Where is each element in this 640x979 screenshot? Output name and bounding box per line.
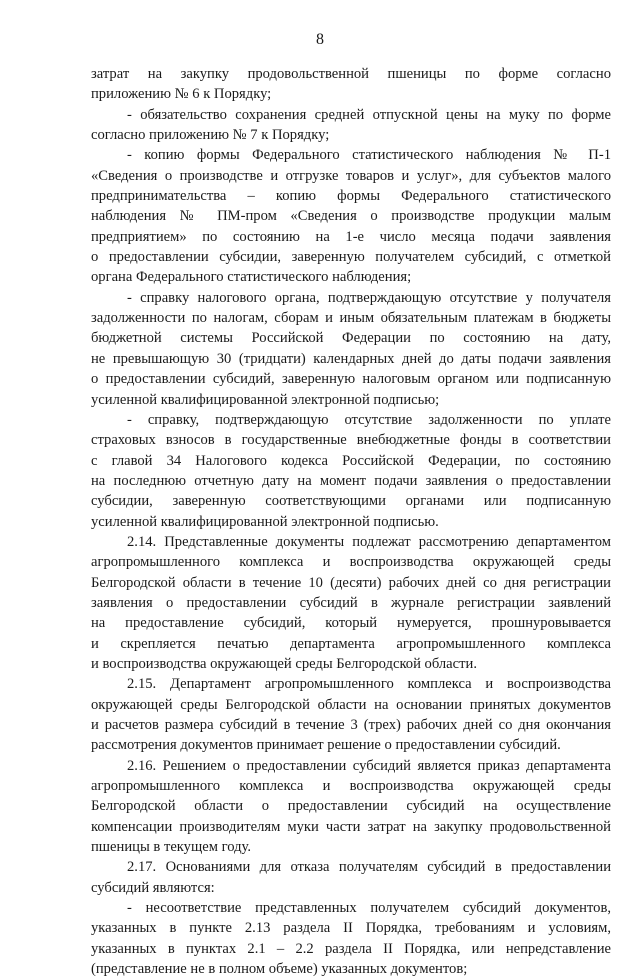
paragraph-line: Белгородской области о предоставлении субсидий на осуществление	[91, 798, 611, 815]
paragraph-line: о предоставлении субсидий, заверенную налоговым органом или подписанную	[91, 371, 611, 388]
paragraph-line: предприятием» по состоянию на 1-е число месяца подачи заявления	[91, 228, 611, 245]
paragraph-line: заявления о предоставлении субсидий в журнале регистрации заявлений	[91, 594, 611, 611]
paragraph-first-line: - справку, подтверждающую отсутствие задолженности по уплате	[127, 411, 611, 428]
paragraph-line: пшеницы в текущем году.	[91, 839, 251, 856]
paragraph-first-line: 2.17. Основаниями для отказа получателям субсидий в предоставлении	[127, 859, 611, 876]
paragraph-line: не превышающую 30 (тридцати) календарных дней до даты подачи заявления	[91, 350, 611, 367]
paragraph-line: субсидий являются:	[91, 879, 215, 896]
paragraph-line: окружающей среды Белгородской области на основании принятых документов	[91, 696, 611, 713]
paragraph-first-line: 2.15. Департамент агропромышленного комплекса и воспроизводства	[127, 676, 611, 693]
paragraph-line: задолженности по налогам, сборам и иным обязательным платежам в бюджеты	[91, 310, 611, 327]
paragraph-line: указанных в пунктах 2.1 – 2.2 раздела II Порядка, или непредставление	[91, 940, 611, 957]
paragraph-first-line: 2.14. Представленные документы подлежат рассмотрению департаментом	[127, 533, 611, 550]
paragraph-line: наблюдения № ПМ-пром «Сведения о производстве продукции малым	[91, 208, 611, 225]
paragraph-line: субсидии, заверенную соответствующими органами или подписанную	[91, 493, 611, 510]
paragraph-line: рассмотрения документов принимает решение о предоставлении субсидий.	[91, 737, 561, 754]
paragraph-line: согласно приложению № 7 к Порядку;	[91, 127, 330, 144]
document-body	[91, 64, 611, 979]
paragraph-line: и скрепляется печатью департамента агропромышленного комплекса	[91, 635, 611, 652]
paragraph-first-line: - копию формы Федерального статистического наблюдения № П-1	[127, 147, 611, 164]
paragraph-line: о предоставлении субсидии, заверенную получателем субсидий, с отметкой	[91, 249, 611, 266]
paragraph-line: приложению № 6 к Порядку;	[91, 86, 272, 103]
paragraph-line: на последнюю отчетную дату на момент подачи заявления о предоставлении	[91, 472, 611, 489]
paragraph-line: компенсации производителям муки части затрат на закупку продовольственной	[91, 818, 611, 835]
paragraph-line: страховых взносов в государственные внебюджетные фонды в соответствии	[91, 432, 611, 449]
paragraph-line: агропромышленного комплекса и воспроизводства окружающей среды	[91, 778, 611, 795]
paragraph-line: (представление не в полном объеме) указанных документов;	[91, 961, 468, 978]
paragraph-line: затрат на закупку продовольственной пшеницы по форме согласно	[91, 66, 611, 82]
paragraph-first-line: - справку налогового органа, подтверждающую отсутствие у получателя	[127, 289, 611, 306]
paragraph-line: усиленной квалифицированной электронной подписью;	[91, 391, 440, 408]
paragraph-line: органа Федерального статистического наблюдения;	[91, 269, 412, 286]
paragraph-line: указанных в пункте 2.13 раздела II Порядка, требованиям и условиям,	[91, 920, 611, 937]
paragraph-line: «Сведения о производстве и отгрузке товаров и услуг», для субъектов малого	[91, 167, 611, 184]
paragraph-line: и расчетов размера субсидий в течение 3 (трех) рабочих дней со дня окончания	[91, 717, 611, 733]
paragraph-line: с главой 34 Налогового кодекса Российской Федерации, по состоянию	[91, 452, 611, 469]
paragraph-first-line: - обязательство сохранения средней отпускной цены на муку по форме	[127, 106, 611, 123]
paragraph-line: и воспроизводства окружающей среды Белгородской области.	[91, 655, 477, 672]
paragraph-line: на предоставление субсидий, который нумеруется, прошнуровывается	[91, 615, 611, 632]
paragraph-line: усиленной квалифицированной электронной подписью.	[91, 513, 439, 530]
paragraph-first-line: 2.16. Решением о предоставлении субсидий является приказ департамента	[127, 757, 611, 774]
paragraph-first-line: - несоответствие представленных получателем субсидий документов,	[127, 900, 611, 917]
paragraph-line: агропромышленного комплекса и воспроизводства окружающей среды	[91, 554, 611, 571]
paragraph-line: Белгородской области в течение 10 (десяти) рабочих дней со дня регистрации	[91, 574, 611, 591]
page-number: 8	[316, 31, 324, 48]
paragraph-line: предпринимательства – копию формы Федерального статистического	[91, 188, 611, 205]
paragraph-line: бюджетной системы Российской Федерации по состоянию на дату,	[91, 330, 611, 347]
